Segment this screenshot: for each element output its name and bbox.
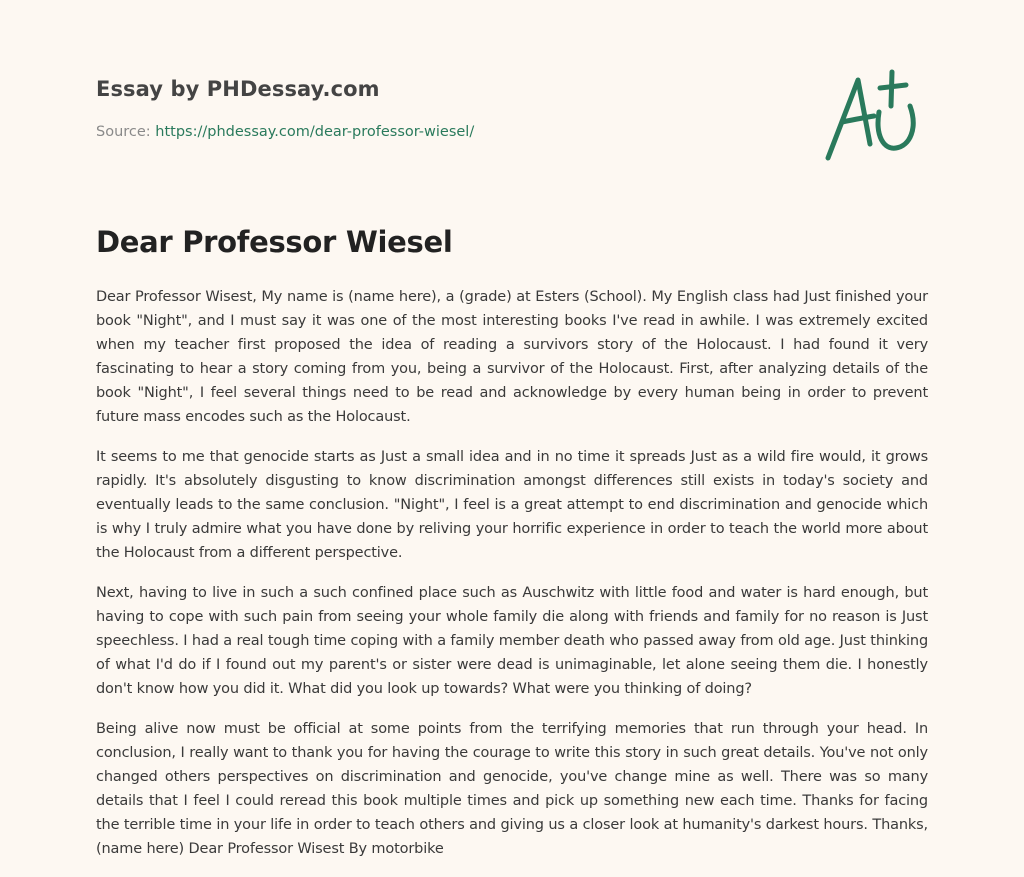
- source-label: Source:: [96, 124, 156, 140]
- source-link[interactable]: https://phdessay.com/dear-professor-wiesel/: [155, 124, 475, 140]
- essay-paragraph: Dear Professor Wisest, My name is (name here), a (grade) at Esters (School). My English class had Just finished your book "Night", and I must say it was one of the most interesting books I've read in awhile. I was extremely excited when my teacher first proposed the idea of reading a survivors story of the Holocaust. I had found it very fascinating to hear a story coming from you, being a survivor of the Holocaust. First, after analyzing details of the book "Night", I feel several things need to be read and acknowledge by every human being in order to prevent future mass encodes such as the Holocaust.: [96, 289, 928, 425]
- essay-body: [96, 285, 928, 877]
- essay-title: Dear Professor Wiesel: [96, 225, 453, 259]
- essay-paragraph: Being alive now must be official at some points from the terrifying memories that run through your head. In conclusion, I really want to thank you for having the courage to write this story in such great details. You've not only changed others perspectives on discrimination and genocide, you've change mine as well. There was so many details that I feel I could reread this book multiple times and pick up something new each time. Thanks for facing the terrible time in your life in order to teach others and giving us a closer look at humanity's darkest hours. Thanks, (name here) Dear Professor Wisest By motorbike: [96, 721, 928, 857]
- essay-paragraph: Next, having to live in such a such confined place such as Auschwitz with little food and water is hard enough, but having to cope with such pain from seeing your whole family die along with friends and family for no reason is Just speechless. I had a real tough time coping with a family member death who passed away from old age. Just thinking of what I'd do if I found out my parent's or sister were dead is unimaginable, let alone seeing them die. I honestly don't know how you did it. What did you look up towards? What were you thinking of doing?: [96, 585, 928, 697]
- a-plus-grade-icon: [818, 66, 930, 166]
- site-brand: Essay by PHDessay.com: [96, 77, 380, 101]
- essay-paragraph: It seems to me that genocide starts as Just a small idea and in no time it spreads Just as a wild fire would, it grows rapidly. It's absolutely disgusting to know discrimination amongst differences still exists in today's society and eventually leads to the same conclusion. "Night", I feel is a great attempt to end discrimination and genocide which is why I truly admire what you have done by reliving your horrific experience in order to teach the world more about the Holocaust from a different perspective.: [96, 449, 928, 561]
- source-line: [96, 124, 474, 140]
